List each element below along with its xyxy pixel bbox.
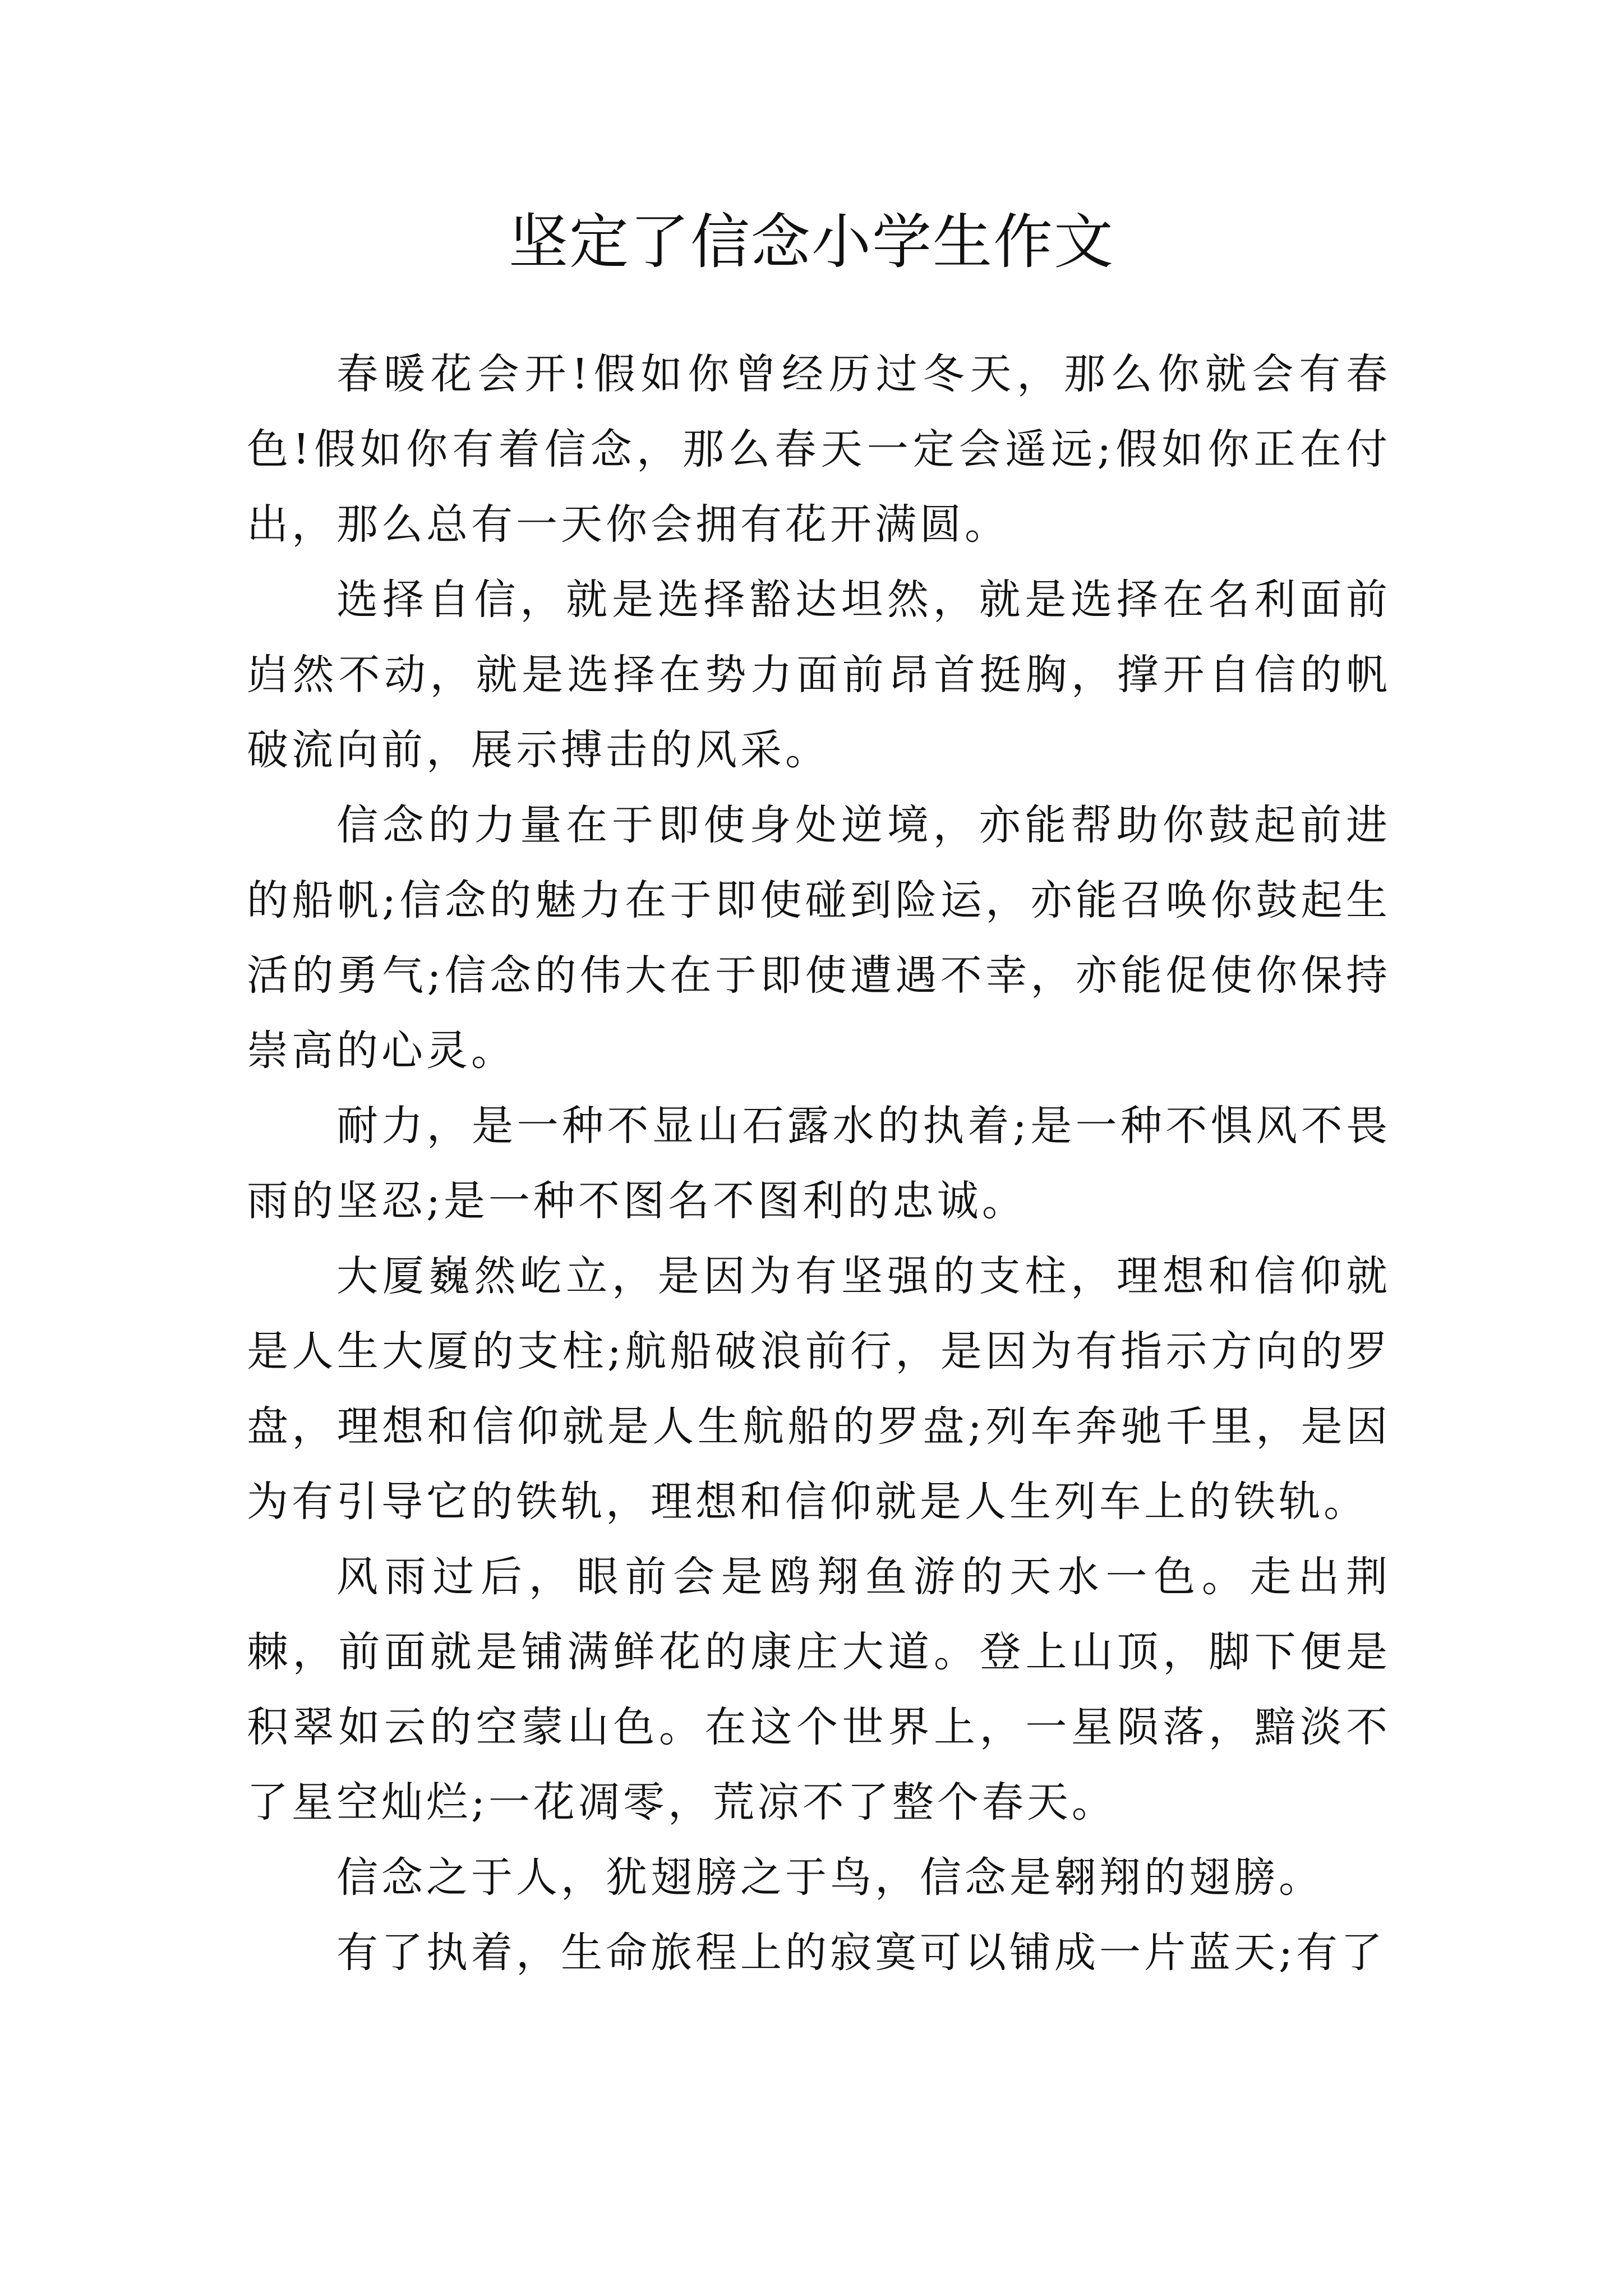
paragraph-3: 信念的力量在于即使身处逆境，亦能帮助你鼓起前进的船帆;信念的魅力在于即使碰到险运，亦能召唤你鼓起生活的勇气;信念的伟大在于即使遭遇不幸，亦能促使你保持崇高的心灵。 xyxy=(247,801,1391,1075)
paragraph-1: 春暖花会开!假如你曾经历过冬天，那么你就会有春色!假如你有着信念，那么春天一定会遥远;假如你正在付出，那么总有一天你会拥有花开满圆。 xyxy=(247,350,1391,549)
paragraph-2: 选择自信，就是选择豁达坦然，就是选择在名利面前岿然不动，就是选择在势力面前昂首挺胸，撑开自信的帆破流向前，展示搏击的风采。 xyxy=(247,576,1391,774)
paragraph-6: 风雨过后，眼前会是鸥翔鱼游的天水一色。走出荆棘，前面就是铺满鲜花的康庄大道。登上山顶，脚下便是积翠如云的空蒙山色。在这个世界上，一星陨落，黯淡不了星空灿烂;一花凋零，荒凉不了整个春天。 xyxy=(247,1553,1391,1826)
document-title: 坚定了信念小学生作文 xyxy=(509,208,1114,277)
paragraph-4: 耐力，是一种不显山石露水的执着;是一种不惧风不畏雨的坚忍;是一种不图名不图利的忠诚。 xyxy=(247,1102,1391,1225)
paragraph-5: 大厦巍然屹立，是因为有坚强的支柱，理想和信仰就是人生大厦的支柱;航船破浪前行，是因为有指示方向的罗盘，理想和信仰就是人生航船的罗盘;列车奔驰千里，是因为有引导它的铁轨，理想和信仰就是人生列车上的铁轨。 xyxy=(247,1252,1391,1526)
paragraph-7: 信念之于人，犹翅膀之于鸟，信念是翱翔的翅膀。 xyxy=(336,1853,1324,1902)
paragraph-8: 有了执着，生命旅程上的寂寞可以铺成一片蓝天;有了 xyxy=(336,1929,1386,1977)
document-body xyxy=(247,337,1391,1990)
